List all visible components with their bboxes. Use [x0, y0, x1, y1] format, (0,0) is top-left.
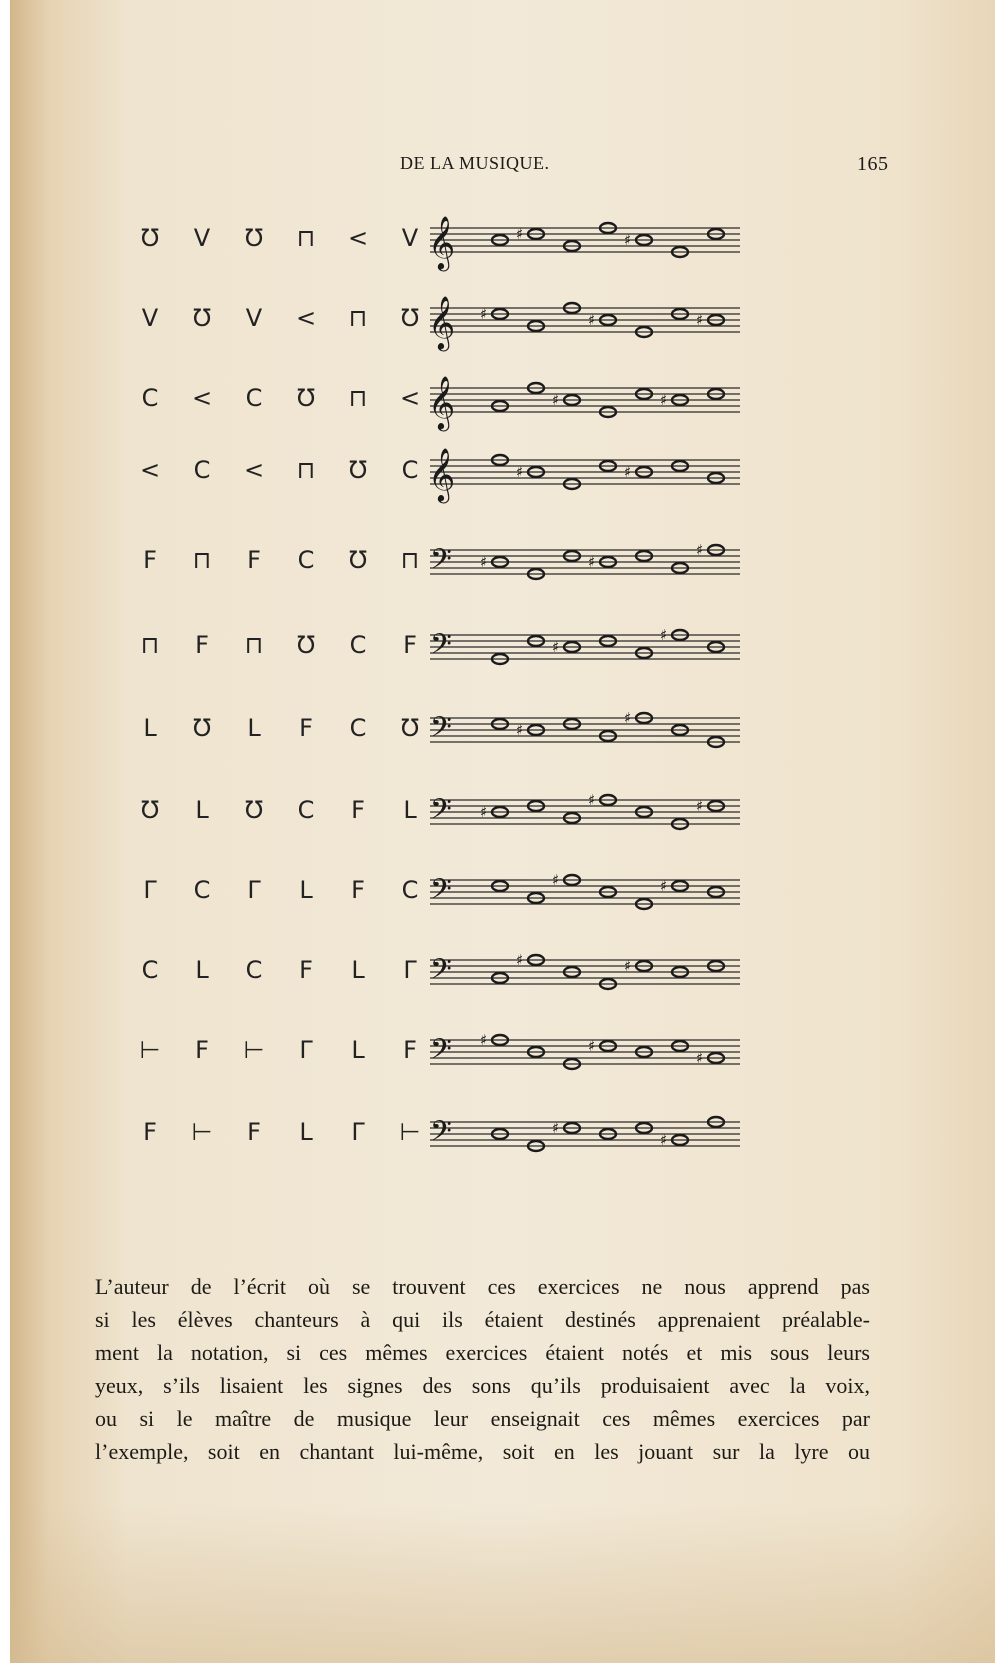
letter-signs [130, 870, 430, 910]
notation-sign: < [295, 304, 317, 332]
sharp-icon: ♯ [516, 951, 524, 969]
sharp-icon: ♯ [696, 541, 704, 559]
notation-sign: L [195, 956, 209, 984]
sharp-icon: ♯ [696, 311, 704, 329]
sharp-icon: ♯ [588, 791, 596, 809]
notation-sign: C [245, 384, 263, 412]
notation-sign: C [349, 631, 367, 659]
notation-sign: ⊓ [296, 224, 316, 252]
notation-sign: Ʊ [244, 224, 264, 252]
sharp-icon: ♯ [480, 1031, 488, 1049]
text-line: L’auteur de l’écrit où se trouvent ces exercices ne nous apprend pas [95, 1274, 870, 1299]
text-line: yeux, s’ils lisaient les signes des sons qu’ils produisaient avec la voix, [95, 1373, 870, 1398]
notation-sign: F [299, 714, 313, 742]
notation-sign: Ʊ [348, 456, 368, 484]
letter-signs [130, 790, 430, 830]
notation-sign: L [247, 714, 261, 742]
notation-sign: F [143, 546, 157, 574]
sharp-icon: ♯ [552, 391, 560, 409]
notation-sign: L [299, 1118, 313, 1146]
notation-sign: L [403, 796, 417, 824]
notation-sign: F [247, 546, 261, 574]
treble-clef-icon: 𝄞 [428, 375, 456, 429]
notation-sign: ⊢ [399, 1118, 421, 1146]
notation-sign: C [245, 956, 263, 984]
letter-signs [130, 708, 430, 748]
notation-sign: ⊢ [191, 1118, 213, 1146]
notation-sign: < [399, 384, 421, 412]
notation-sign: V [141, 304, 159, 332]
letter-signs [130, 950, 430, 990]
sharp-icon: ♯ [480, 305, 488, 323]
notation-sign: V [193, 224, 211, 252]
sharp-icon: ♯ [624, 231, 632, 249]
notation-sign: F [247, 1118, 261, 1146]
notation-sign: F [195, 631, 209, 659]
bass-staff [430, 678, 760, 768]
notation-sign: ⊓ [348, 304, 368, 332]
notation-sign: C [401, 456, 419, 484]
sharp-icon: ♯ [624, 463, 632, 481]
notation-sign: C [193, 456, 211, 484]
notation-sign: F [143, 1118, 157, 1146]
sharp-icon: ♯ [660, 877, 668, 895]
letter-signs [130, 1030, 430, 1070]
bass-staff [430, 920, 760, 1010]
bass-clef-icon: 𝄢 [430, 793, 452, 833]
bass-clef-icon: 𝄢 [430, 711, 452, 751]
notation-sign: F [299, 956, 313, 984]
sharp-icon: ♯ [624, 709, 632, 727]
notation-sign: < [347, 224, 369, 252]
notation-sign: ⊓ [348, 384, 368, 412]
notation-sign: Ʊ [296, 384, 316, 412]
notation-sign: F [403, 1036, 417, 1064]
bass-clef-icon: 𝄢 [430, 1115, 452, 1155]
bass-staff [430, 1082, 760, 1172]
notation-sign: Ʊ [192, 304, 212, 332]
text-line: l’exemple, soit en chantant lui-même, soit en les jouant sur la lyre ou [95, 1439, 870, 1464]
sharp-icon: ♯ [588, 1037, 596, 1055]
bass-clef-icon: 𝄢 [430, 873, 452, 913]
notation-sign: Ʊ [400, 714, 420, 742]
notation-sign: ⊓ [244, 631, 264, 659]
notation-sign: Ʊ [140, 796, 160, 824]
notation-sign: F [403, 631, 417, 659]
notation-sign: Ʊ [192, 714, 212, 742]
notation-sign: Ʊ [140, 224, 160, 252]
notation-sign: L [195, 796, 209, 824]
text-line: si les élèves chanteurs à qui ils étaient destinés apprenaient préalable- [95, 1307, 870, 1332]
sharp-icon: ♯ [552, 638, 560, 656]
text-line: ment la notation, si ces mêmes exercices étaient notés et mis sous leurs [95, 1340, 870, 1365]
sharp-icon: ♯ [552, 1119, 560, 1137]
sharp-icon: ♯ [516, 225, 524, 243]
notation-sign: ⊢ [243, 1036, 265, 1064]
exercise-row [130, 1112, 770, 1192]
notation-sign: C [141, 956, 159, 984]
notation-sign: V [245, 304, 263, 332]
sharp-icon: ♯ [696, 797, 704, 815]
notation-sign: < [243, 456, 265, 484]
letter-signs [130, 1112, 430, 1152]
notation-sign: L [143, 714, 157, 742]
bass-staff [430, 840, 760, 930]
notation-sign: Ʊ [244, 796, 264, 824]
notation-sign: C [141, 384, 159, 412]
notation-sign: ⊢ [139, 1036, 161, 1064]
treble-staff [430, 268, 760, 358]
notation-sign: Γ [351, 1118, 365, 1146]
sharp-icon: ♯ [696, 1049, 704, 1067]
notation-sign: F [351, 796, 365, 824]
notation-sign: V [401, 224, 419, 252]
notation-sign: ⊓ [192, 546, 212, 574]
treble-clef-icon: 𝄞 [428, 447, 456, 501]
bass-staff [430, 1000, 760, 1090]
notation-sign: Ʊ [296, 631, 316, 659]
bass-staff [430, 595, 760, 685]
running-title: DE LA MUSIQUE. [400, 153, 550, 173]
notation-sign: L [351, 956, 365, 984]
sharp-icon: ♯ [516, 721, 524, 739]
treble-staff [430, 420, 760, 510]
running-head [10, 153, 995, 183]
letter-signs [130, 540, 430, 580]
text-line: ou si le maître de musique leur enseignait ces mêmes exercices par [95, 1406, 870, 1431]
notation-sign: ⊓ [296, 456, 316, 484]
notation-sign: L [351, 1036, 365, 1064]
letter-signs [130, 450, 430, 490]
notation-sign: L [299, 876, 313, 904]
notation-sign: Ʊ [348, 546, 368, 574]
notation-sign: F [195, 1036, 209, 1064]
sharp-icon: ♯ [552, 871, 560, 889]
bass-clef-icon: 𝄢 [430, 543, 452, 583]
sharp-icon: ♯ [588, 311, 596, 329]
sharp-icon: ♯ [480, 803, 488, 821]
sharp-icon: ♯ [660, 391, 668, 409]
notation-sign: C [297, 796, 315, 824]
notation-sign: C [193, 876, 211, 904]
notation-sign: ⊓ [400, 546, 420, 574]
treble-staff [430, 188, 760, 278]
notation-sign: C [401, 876, 419, 904]
letter-signs [130, 298, 430, 338]
notation-sign: Γ [247, 876, 261, 904]
sharp-icon: ♯ [660, 1131, 668, 1149]
treble-clef-icon: 𝄞 [428, 295, 456, 349]
bass-clef-icon: 𝄢 [430, 1033, 452, 1073]
letter-signs [130, 218, 430, 258]
notation-sign: Γ [143, 876, 157, 904]
notation-sign: Ʊ [400, 304, 420, 332]
book-page [10, 0, 995, 1663]
body-paragraph [95, 1270, 870, 1468]
notation-sign: Γ [403, 956, 417, 984]
notation-sign: < [191, 384, 213, 412]
notation-sign: ⊓ [140, 631, 160, 659]
sharp-icon: ♯ [516, 463, 524, 481]
sharp-icon: ♯ [624, 957, 632, 975]
notation-sign: F [351, 876, 365, 904]
bass-staff [430, 510, 760, 600]
letter-signs [130, 625, 430, 665]
notation-sign: C [297, 546, 315, 574]
letter-signs [130, 378, 430, 418]
sharp-icon: ♯ [588, 553, 596, 571]
page-number: 165 [857, 153, 889, 175]
bass-staff [430, 760, 760, 850]
bass-clef-icon: 𝄢 [430, 628, 452, 668]
sharp-icon: ♯ [660, 626, 668, 644]
sharp-icon: ♯ [480, 553, 488, 571]
notation-sign: < [139, 456, 161, 484]
notation-sign: Γ [299, 1036, 313, 1064]
notation-sign: C [349, 714, 367, 742]
bass-clef-icon: 𝄢 [430, 953, 452, 993]
treble-clef-icon: 𝄞 [428, 215, 456, 269]
